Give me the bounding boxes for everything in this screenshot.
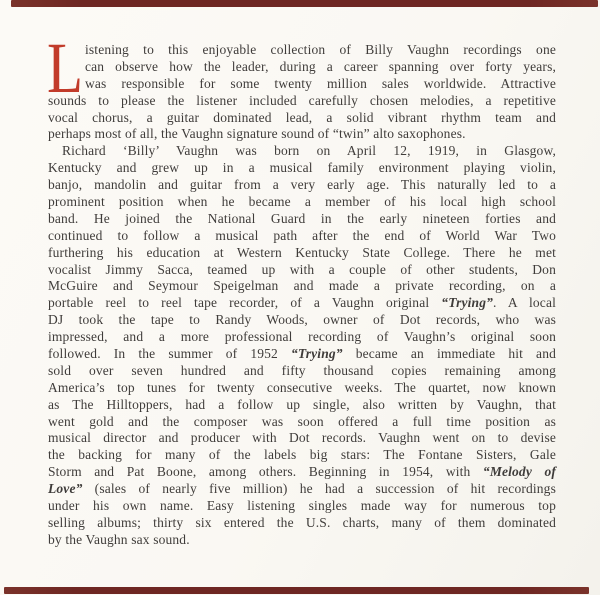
body-text: prominent position when he became a member of his local high school bbox=[48, 194, 556, 210]
body-text: sold over seven hundred and fifty thousand copies remaining among bbox=[48, 362, 556, 378]
text-line bbox=[48, 194, 556, 211]
body-text: selling albums; thirty six entered the U.S. charts, many of them dominated bbox=[48, 514, 556, 530]
body-text: band. He joined the National Guard in the early nineteen forties and bbox=[48, 210, 556, 226]
body-text: McGuire and Seymour Speigelman and made a private recording, on a bbox=[48, 278, 556, 294]
paragraphs-container bbox=[48, 42, 556, 549]
drop-cap: L bbox=[47, 28, 84, 108]
body-text: under his own name. Easy listening singles made way for numerous top bbox=[48, 498, 556, 514]
text-line bbox=[48, 481, 556, 498]
text-line bbox=[48, 126, 556, 143]
body-text: America’s top tunes for twenty consecutive weeks. The quartet, now known bbox=[48, 379, 556, 395]
body-text: DJ took the tape to Randy Woods, owner of Dot records, who was bbox=[48, 312, 556, 328]
text-line bbox=[48, 110, 556, 127]
text-line bbox=[48, 160, 556, 177]
body-text: the backing for many of the labels big stars: The Fontane Sisters, Gale bbox=[48, 447, 556, 463]
text-line bbox=[85, 76, 556, 93]
body-text: (sales of nearly five million) he had a succession of hit recordings bbox=[82, 481, 556, 497]
text-line bbox=[48, 464, 556, 481]
text-line bbox=[48, 414, 556, 431]
text-line bbox=[48, 397, 556, 414]
top-border-rule bbox=[11, 0, 598, 7]
body-text: went gold and the composer was soon offered a full time position as bbox=[48, 413, 556, 429]
text-line bbox=[48, 498, 556, 515]
body-text: impressed, and a more professional recording of Vaughn’s original soon bbox=[48, 329, 556, 345]
text-line bbox=[48, 211, 556, 228]
body-text: sounds to please the listener included carefully chosen melodies, a repetitive bbox=[48, 92, 556, 108]
liner-notes-text bbox=[47, 28, 557, 549]
body-text: . A local bbox=[493, 295, 556, 311]
body-text: was responsible for some twenty million sales worldwide. Attractive bbox=[85, 75, 556, 91]
body-text: banjo, mandolin and guitar from a very early age. This naturally led to a bbox=[48, 177, 556, 193]
song-title-text: “Trying” bbox=[441, 295, 493, 311]
text-line bbox=[48, 532, 556, 549]
body-text: vocal chorus, a guitar dominated lead, a solid vibrant rhythm team and bbox=[48, 109, 556, 125]
body-text: by the Vaughn sax sound. bbox=[48, 531, 190, 547]
text-line bbox=[48, 228, 556, 245]
text-line bbox=[48, 380, 556, 397]
body-text: Storm and Pat Boone, among others. Beginning in 1954, with bbox=[48, 464, 483, 480]
text-line bbox=[48, 312, 556, 329]
body-text: can observe how the leader, during a career spanning over forty years, bbox=[85, 58, 556, 74]
text-line bbox=[85, 42, 556, 59]
bottom-border-rule bbox=[4, 587, 589, 594]
body-text: perhaps most of all, the Vaughn signature sound of “twin” alto saxophones. bbox=[48, 126, 466, 142]
text-line bbox=[48, 430, 556, 447]
body-text: musical director and producer with Dot records. Vaughn went on to devise bbox=[48, 430, 556, 446]
body-text: vocalist Jimmy Sacca, teamed up with a couple of other students, Don bbox=[48, 261, 556, 277]
text-line bbox=[48, 346, 556, 363]
song-title-text: Love” bbox=[48, 481, 83, 497]
body-text: istening to this enjoyable collection of Billy Vaughn recordings one bbox=[85, 42, 556, 57]
body-text: furthering his education at Western Kentucky State College. There he met bbox=[48, 244, 556, 260]
text-line bbox=[48, 177, 556, 194]
text-line bbox=[48, 245, 556, 262]
text-line bbox=[48, 363, 556, 380]
text-line bbox=[48, 93, 556, 110]
body-text: Kentucky and grew up in a musical family environment playing violin, bbox=[48, 160, 556, 176]
text-line bbox=[48, 262, 556, 279]
song-title-text: “Melody of bbox=[482, 464, 557, 480]
text-line bbox=[48, 278, 556, 295]
body-text: Richard ‘Billy’ Vaughn was born on April 12, 1919, in Glasgow, bbox=[62, 143, 556, 159]
body-text: as The Hilltoppers, had a follow up single, also written by Vaughn, that bbox=[48, 396, 556, 412]
body-text: continued to follow a musical path after the end of World War Two bbox=[48, 227, 556, 243]
text-line bbox=[48, 515, 556, 532]
text-line bbox=[48, 447, 556, 464]
text-line bbox=[48, 295, 556, 312]
body-text: followed. In the summer of 1952 bbox=[48, 346, 291, 362]
text-line bbox=[48, 329, 556, 346]
body-text: became an immediate hit and bbox=[342, 346, 556, 362]
song-title-text: “Trying” bbox=[290, 346, 343, 362]
text-line bbox=[48, 143, 556, 160]
body-text: portable reel to reel tape recorder, of a Vaughn original bbox=[48, 295, 442, 311]
text-line bbox=[85, 59, 556, 76]
